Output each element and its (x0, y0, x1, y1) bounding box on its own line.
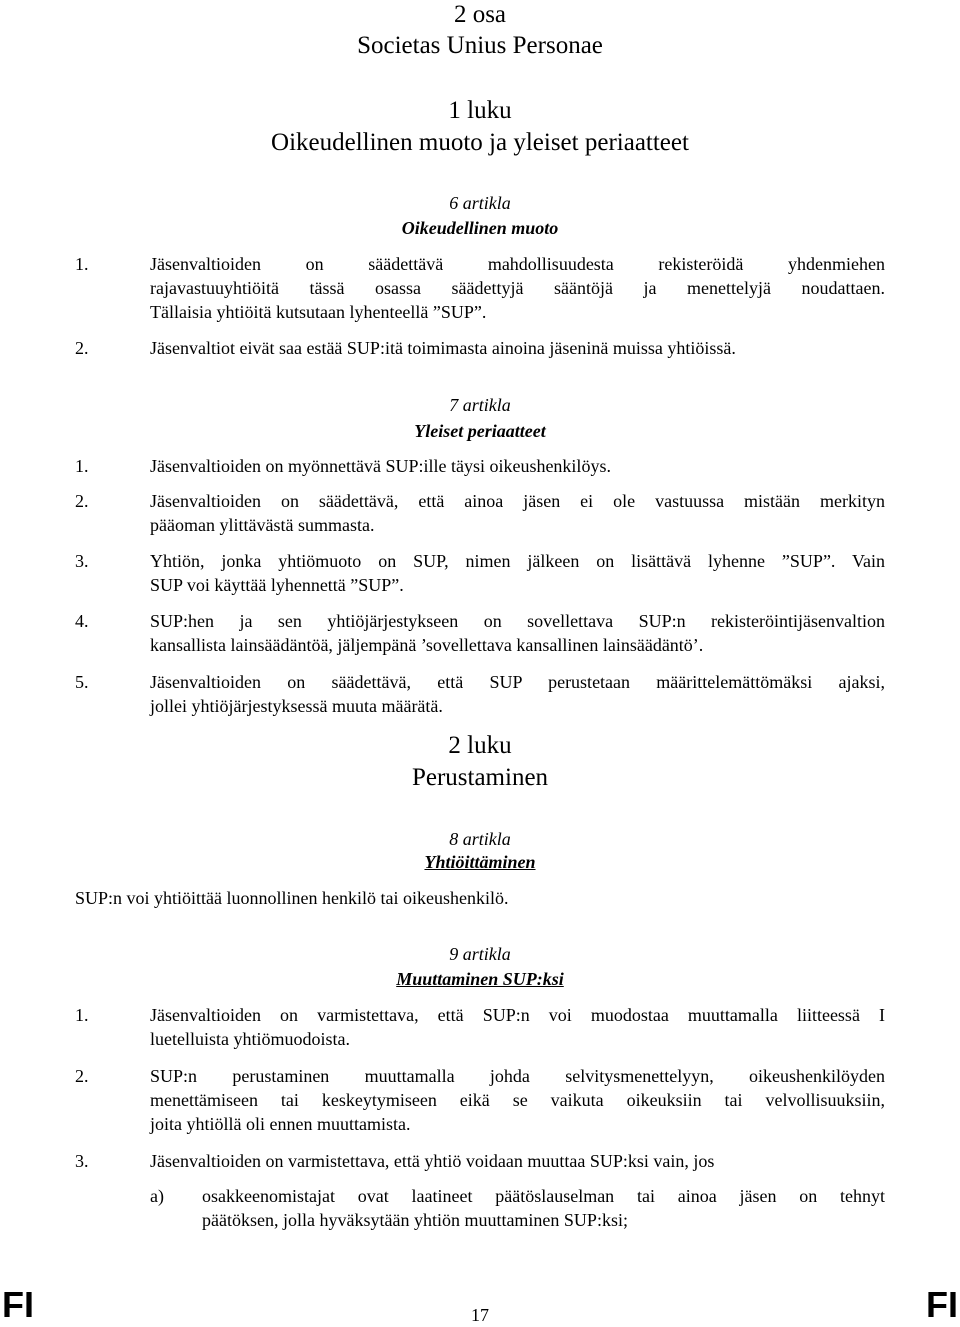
text-line: joita yhtiöllä oli ennen muuttamista. (150, 1114, 411, 1134)
text-line: SUP:hen ja sen yhtiöjärjestykseen on sovellettava SUP:n rekisteröintijäsenvaltion (150, 611, 885, 631)
text-line: pääoman ylittävästä summasta. (150, 515, 375, 535)
text-line: rajavastuuyhtiöitä tässä osassa säädettyjä sääntöjä ja menettelyjä noudattaen. (150, 278, 885, 298)
item-text (150, 609, 885, 657)
item-text (150, 252, 885, 324)
text-line: Jäsenvaltioiden on säädettävä mahdollisuudesta rekisteröidä yhdenmiehen (150, 254, 885, 274)
article-number: 8 artikla (449, 829, 511, 849)
item-text (150, 454, 885, 478)
item-text (150, 336, 885, 360)
text-line: Jäsenvaltioiden on varmistettava, että SUP:n voi muodostaa muuttamalla liitteessä I (150, 1005, 885, 1025)
item-text (150, 549, 885, 597)
article-title: Yhtiöittäminen (424, 852, 536, 872)
item-number: 1. (75, 254, 89, 274)
chapter-title: Oikeudellinen muoto ja yleiset periaatteet (271, 129, 689, 156)
text-line: jollei yhtiöjärjestyksessä muuta määrätä. (150, 696, 443, 716)
text-line: menettämiseen tai keskeytymiseen eikä se vaikuta oikeuksiin tai velvollisuuksiin, (150, 1090, 885, 1110)
text-line: Jäsenvaltioiden on säädettävä, että SUP perustetaan määrittelemättömäksi ajaksi, (150, 672, 885, 692)
page-number: 17 (471, 1305, 489, 1325)
item-text (150, 1064, 885, 1136)
article-title: Yleiset periaatteet (414, 421, 546, 441)
text-line: kansallista lainsäädäntöä, jäljempänä ’sovellettava kansallinen lainsäädäntö’. (150, 635, 704, 655)
text-line: osakkeenomistajat ovat laatineet päätöslauselman tai ainoa jäsen on tehnyt (202, 1186, 885, 1206)
item-number: 3. (75, 1151, 89, 1171)
item-number: 2. (75, 491, 89, 511)
item-number: 1. (75, 1005, 89, 1025)
text-line: SUP:n perustaminen muuttamalla johda selvitysmenettelyyn, oikeushenkilöyden (150, 1066, 885, 1086)
item-text (150, 1003, 885, 1051)
subitem-text (202, 1184, 885, 1232)
item-number: 4. (75, 611, 89, 631)
text-line: SUP voi käyttää lyhennettä ”SUP”. (150, 575, 404, 595)
chapter-number: 1 luku (448, 97, 512, 124)
article-text: SUP:n voi yhtiöittää luonnollinen henkilö tai oikeushenkilö. (75, 888, 509, 908)
article-number: 9 artikla (449, 944, 511, 964)
language-code-right: FI (926, 1284, 958, 1325)
text-line: päätöksen, jolla hyväksytään yhtiön muuttaminen SUP:ksi; (202, 1210, 628, 1230)
article-title: Muuttaminen SUP:ksi (396, 969, 564, 989)
text-line: luetelluista yhtiömuodoista. (150, 1029, 350, 1049)
item-number: 3. (75, 551, 89, 571)
item-text (150, 1149, 885, 1173)
article-title: Oikeudellinen muoto (401, 218, 559, 238)
item-number: 1. (75, 456, 89, 476)
text-line: Jäsenvaltioiden on varmistettava, että yhtiö voidaan muuttaa SUP:ksi vain, jos (150, 1151, 715, 1171)
text-line: Yhtiön, jonka yhtiömuoto on SUP, nimen jälkeen on lisättävä lyhenne ”SUP”. Vain (150, 551, 885, 571)
item-text (150, 489, 885, 537)
chapter-title: Perustaminen (411, 764, 549, 791)
part-title: Societas Unius Personae (357, 32, 603, 59)
text-line: Jäsenvaltioiden on säädettävä, että ainoa jäsen ei ole vastuussa mistään merkityn (150, 491, 885, 511)
article-number: 6 artikla (449, 193, 511, 213)
text-line: Tällaisia yhtiöitä kutsutaan lyhenteellä ”SUP”. (150, 302, 487, 322)
item-text (150, 670, 885, 718)
subitem-mark: a) (150, 1186, 164, 1206)
article-number: 7 artikla (449, 395, 511, 415)
item-number: 5. (75, 672, 89, 692)
item-number: 2. (75, 338, 89, 358)
text-line: Jäsenvaltioiden on myönnettävä SUP:ille täysi oikeushenkilöys. (150, 456, 611, 476)
chapter-number: 2 luku (448, 732, 512, 759)
text-line: Jäsenvaltiot eivät saa estää SUP:itä toimimasta ainoina jäseninä muissa yhtiöissä. (150, 338, 736, 358)
item-number: 2. (75, 1066, 89, 1086)
language-code-left: FI (2, 1284, 34, 1325)
part-number: 2 osa (453, 1, 507, 28)
